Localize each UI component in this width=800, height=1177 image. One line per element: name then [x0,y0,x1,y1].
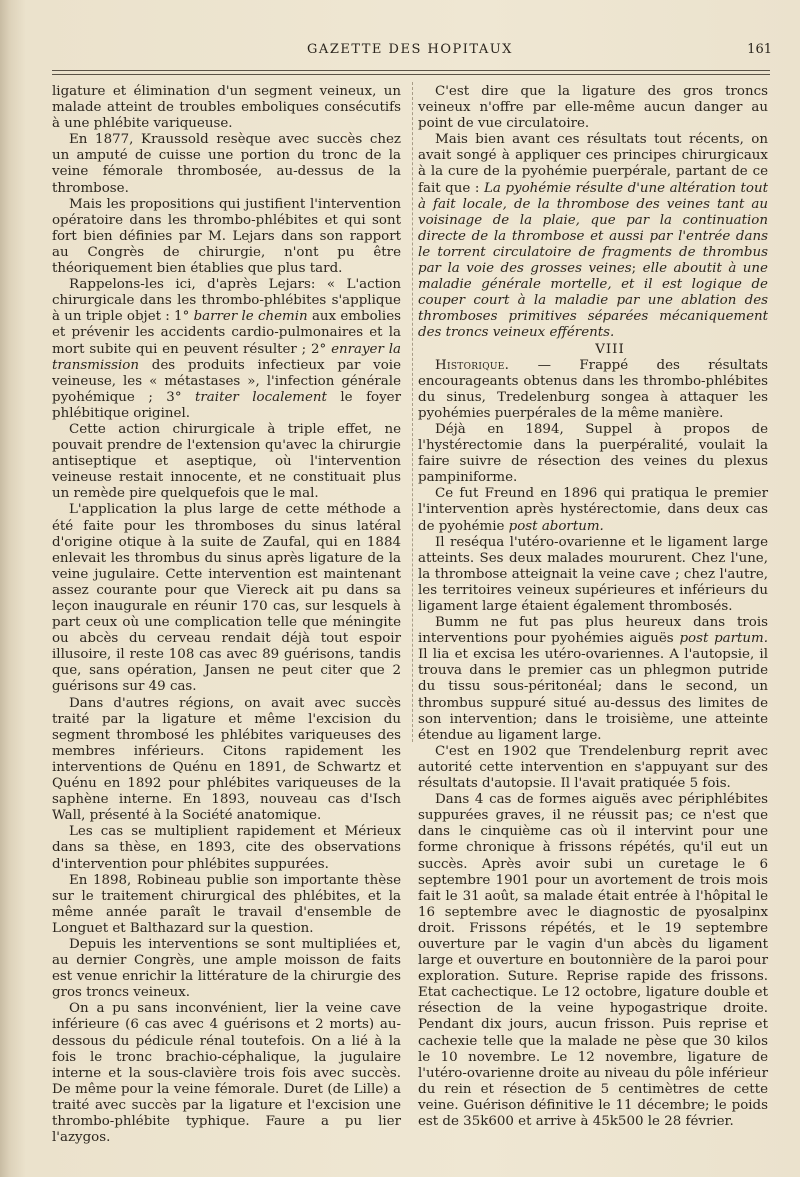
header-rule-top [52,70,770,71]
paragraph: C'est en 1902 que Trendelenburg reprit avec autorité cette intervention en s'appuyant sur des résultats d'autopsie. Il l'avait pratiquée 5 fois. [418,743,768,792]
italic-text: elle aboutit à une maladie générale mortelle, et il est logique de couper court à la maladie par une ablation des thromboses primitives séparées mécaniquement des troncs veineux efférents. [418,261,768,341]
right-column [418,84,768,1130]
text-run: Ce fut Freund en 1896 qui pratiqua le premier l'intervention après hystérectomie, dans deux cas de pyohémie [418,486,768,534]
paragraph: Déjà en 1894, Suppel à propos de l'hystérectomie dans la puerpéralité, voulait la faire suivre de résection des veines du plexus pampiniforme. [418,421,768,486]
text-run: des produits infectieux par voie veineuse, les « métastases », l'infection générale pyohémique ; 3° [52,357,401,405]
text-run: Rappelons-les ici, d'après Lejars: « L'action chirurgicale dans les thrombo-phlébites s'applique à un triple objet : 1° [52,277,401,325]
paragraph: Mais les propositions qui justifient l'intervention opératoire dans les thrombo-phlébites et qui sont fort bien définies par M. Lejars dans son rapport au Congrès de chirurgie, n'ont pu être théoriquement bien établies que plus tard. [52,196,401,277]
header-rule-bottom [52,74,770,75]
paragraph [52,277,401,422]
journal-title: GAZETTE DES HOPITAUX [307,42,513,57]
paragraph: En 1898, Robineau publie son importante thèse sur le traitement chirurgical des phlébites, et la même année paraît le travail d'ensemble de Longuet et Balthazard sur la question. [52,872,401,936]
paragraph: Il reséqua l'utéro-ovarienne et le ligament large atteints. Ses deux malades moururent. Chez l'une, la thrombose atteignait la veine cave ; chez l'autre, les territoires veineux supérieures et inférieurs du ligament large étaient également thrombosés. [418,534,768,614]
italic-text: La pyohémie résulte d'une altération tout à fait locale, de la thrombose des veines tant au voisinage de la plaie, que par la continuation directe de la thrombose et aussi par l'entrée dans le torrent circulatoire de fragments de thrombus par la voie des grosses veines [418,180,768,277]
text-run: ; [631,261,643,277]
paragraph: On a pu sans inconvénient, lier la veine cave inférieure (6 cas avec 4 guérisons et 2 morts) au-dessous du pédicule rénal toutefois. On a lié à la fois le tronc brachio-céphalique, la jugulaire interne et la sous-clavière trois fois avec succès. De même pour la veine fémorale. Duret (de Lille) a traité avec succès par la ligature et l'excision une thrombo-phlébite typhique. Faure a pu lier l'azygos. [52,1001,401,1146]
paragraph [418,615,768,744]
paragraph: Dans d'autres régions, on avait avec succès traité par la ligature et même l'excision du segment thrombosé les phlébites variqueuses des membres inférieurs. Citons rapidement les interventions de Quénu en 1891, de Schwartz et Quénu en 1892 pour phlébites variqueuses de la saphène interne. En 1893, nouveau cas d'Isch Wall, présenté à la Société anatomique. [52,695,401,824]
small-caps-heading: Historique. [435,357,510,373]
column-separator [412,82,413,742]
paragraph: Depuis les interventions se sont multipliées et, au dernier Congrès, une ample moisson de faits est venue enrichir la littérature de la chirurgie des gros troncs veineux. [52,936,401,1001]
paragraph: C'est dire que la ligature des gros troncs veineux n'offre par elle-même aucun danger au point de vue circulatoire. [418,84,768,132]
paragraph: ligature et élimination d'un segment veineux, un malade atteint de troubles emboliques consécutifs à une phlébite variqueuse. [52,84,401,132]
paragraph [418,486,768,534]
text-run: aux embolies et prévenir les accidents cardio-pulmonaires et la mort subite qui en peuvent résulter ; 2° [52,309,402,357]
section-number: VIII [595,341,625,357]
left-column [52,84,401,1146]
text-run: — Frappé des résultats encourageants obtenus dans les thrombo-phlébites du sinus, Tredelenburg songea à attaquer les pyohémies puerpérales de la même manière. [418,357,768,421]
italic-text: enrayer la transmission [52,341,401,373]
text-run: le foyer phlébitique originel. [52,389,401,421]
text-run: Bumm ne fut pas plus heureux dans trois interventions pour pyohémies aiguës [418,615,768,647]
italic-text: traiter localement [195,389,327,405]
paragraph: Cette action chirurgicale à triple effet, ne pouvait prendre de l'extension qu'avec la chirurgie antiseptique et aseptique, où l'intervention veineuse restait innocente, et ne constituait plus un remède pire quelquefois que le mal. [52,421,401,502]
text-run: Il lia et excisa les utéro-ovariennes. A l'autopsie, il trouva dans le premier cas un phlegmon putride du tissu sous-péritonéal; dans le second, un thrombus suppuré situé au-dessus des limites de son intervention; dans le troisième, une atteinte étendue au ligament large. [418,647,768,743]
page-number: 161 [747,42,772,57]
page-header [48,42,772,66]
italic-text: post partum. [679,631,768,647]
italic-text: barrer le chemin [193,309,308,325]
paragraph: Les cas se multiplient rapidement et Mérieux dans sa thèse, en 1893, cite des observations d'intervention pour phlébites suppurées. [52,824,401,872]
section-heading [418,342,768,358]
paragraph: L'application la plus large de cette méthode a été faite pour les thromboses du sinus latéral d'origine otique à la suite de Zaufal, qui en 1884 enlevait les thrombus du sinus après ligature de la veine jugulaire. Cette intervention est maintenant assez courante pour que Viereck ait pu dans sa leçon inaugurale en réunir 170 cas, sur lesquels à part ceux où une complication telle que méningite ou abcès du cerveau rendait déjà tout espoir illusoire, il reste 108 cas avec 89 guérisons, tandis que, sans opération, Jansen ne peut citer que 2 guérisons sur 49 cas. [52,502,401,695]
paragraph [418,358,768,422]
paragraph: Dans 4 cas de formes aiguës avec périphlébites suppurées graves, il ne réussit pas; ce n'est que dans le cinquième cas où il intervint pour une forme chronique à frissons répétés, qu'il eut un succès. Après avoir subi un curetage le 6 septembre 1901 pour un avortement de trois mois fait le 31 août, sa malade était entrée à l'hôpital le 16 septembre avec le diagnostic de pyosalpinx droit. Frissons répétés, et le 19 septembre ouverture par le vagin d'un abcès du ligament large et ouverture en boutonnière de la paroi pour exploration. Suture. Reprise rapide des frissons. Etat cachectique. Le 12 octobre, ligature double et résection de la veine hypogastrique droite. Pendant dix jours, aucun frisson. Puis reprise et cachexie telle que la malade ne pèse que 30 kilos le 10 novembre. Le 12 novembre, ligature de l'utéro-ovarienne droite au niveau du pôle inférieur du rein et résection de 5 centimètres de cette veine. Guérison définitive le 11 décembre; le poids est de 35k600 et arrive à 45k500 le 28 février. [418,792,768,1129]
paragraph: En 1877, Kraussold resèque avec succès chez un amputé de cuisse une portion du tronc de la veine fémorale thrombosée, au-dessus de la thrombose. [52,132,401,196]
text-run: Mais bien avant ces résultats tout récents, on avait songé à appliquer ces principes chirurgicaux à la cure de la pyohémie puerpérale, partant de ce fait que : [418,132,768,196]
italic-text: post abortum. [508,518,604,534]
paragraph [418,132,768,341]
